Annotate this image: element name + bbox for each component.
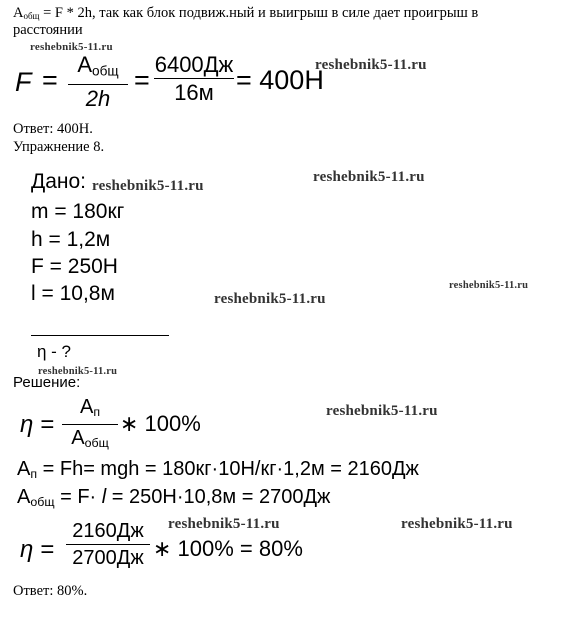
header-rest: = F * 2h, так как блок подвиж.ный и выигрыш в силе дает проигрыш в (39, 5, 479, 21)
formula1-den2: 16м (174, 80, 214, 105)
eq-ap (17, 458, 419, 481)
given-line-h: h = 1,2м (31, 228, 111, 251)
given-title: Дано: (31, 170, 87, 193)
formula1-eq: = (42, 65, 58, 95)
watermark: reshebnik5-11.ru (313, 169, 425, 185)
formula1-num1-symbol: A (77, 52, 93, 77)
watermark: reshebnik5-11.ru (92, 178, 204, 194)
formula3-num: 2160Дж (72, 520, 144, 542)
formula3-rest: ∗ 100% = 80% (153, 536, 303, 561)
watermark: reshebnik5-11.ru (326, 403, 438, 419)
header-symbol: A (13, 5, 24, 21)
formula2-den-symbol: A (71, 427, 85, 450)
formula1-num2: 6400Дж (154, 52, 234, 77)
given-line-m: m = 180кг (31, 200, 125, 223)
solution-label: Решение: (13, 374, 81, 391)
watermark: reshebnik5-11.ru (449, 280, 529, 291)
eq-ap-symbol: A (17, 458, 31, 480)
formula2-lhs: η = (20, 411, 55, 438)
formula2-fraction (62, 395, 118, 456)
formula1-fraction2 (154, 52, 234, 107)
answer2: Ответ: 80%. (13, 583, 88, 599)
eq-aobsh-post: = 250Н·10,8м = 2700Дж (106, 486, 331, 508)
eq-aobsh-l: l (101, 486, 107, 508)
watermark: reshebnik5-11.ru (401, 516, 513, 532)
eq-aobsh-pre: = F· (54, 486, 102, 508)
eq-aobsh-sub: общ (30, 495, 55, 510)
given-divider (31, 335, 169, 336)
watermark: reshebnik5-11.ru (168, 516, 280, 532)
formula3-lhs: η = (20, 536, 55, 563)
formula1-lhs: F (15, 67, 32, 97)
formula1-num1-sub: общ (92, 63, 119, 79)
formula2-rest: ∗ 100% (120, 411, 201, 436)
formula1-den1: 2h (85, 86, 111, 112)
formula1-result: = 400Н (236, 65, 324, 95)
formula1-eq2: = (134, 65, 150, 95)
formula1-fraction1 (68, 52, 128, 113)
eq-aobsh-symbol: A (17, 486, 31, 508)
answer1: Ответ: 400Н. (13, 121, 93, 137)
eq-aobsh (17, 486, 330, 509)
given-line-f: F = 250Н (31, 255, 118, 278)
eq-ap-sub: п (30, 467, 38, 482)
formula2-num-sub: п (93, 405, 101, 420)
eq-ap-text: = Fh= mgh = 180кг·10Н/кг·1,2м = 2160Дж (37, 458, 419, 480)
formula3-den: 2700Дж (72, 547, 144, 569)
formula2-num-symbol: A (79, 396, 94, 418)
formula3-fraction (66, 519, 150, 572)
formula2-den (62, 425, 118, 456)
watermark: reshebnik5-11.ru (30, 41, 113, 53)
watermark: reshebnik5-11.ru (214, 291, 326, 307)
watermark: reshebnik5-11.ru (38, 366, 118, 377)
formula2-num (62, 395, 118, 424)
watermark: reshebnik5-11.ru (315, 57, 427, 73)
given-line-l: l = 10,8м (31, 282, 115, 305)
exercise-title: Упражнение 8. (13, 139, 105, 155)
given-find: η - ? (37, 342, 72, 361)
formula1-num1 (68, 52, 128, 84)
header-symbol-sub: общ (23, 11, 40, 22)
header-line2: расстоянии (13, 22, 83, 38)
formula2-den-sub: общ (84, 436, 109, 451)
